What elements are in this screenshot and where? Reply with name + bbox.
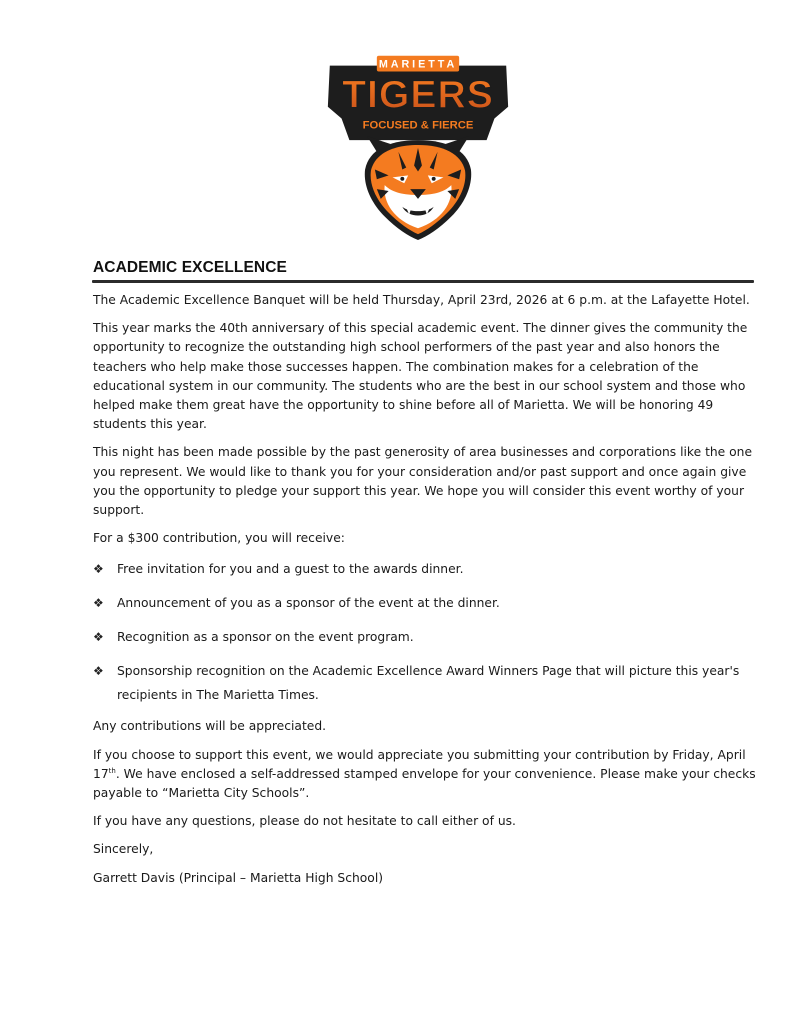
benefit-text: Announcement of you as a sponsor of the event at the dinner. [117, 596, 500, 611]
benefit-text: Recognition as a sponsor on the event program. [117, 630, 414, 645]
list-item [93, 625, 763, 649]
logo-top-text: MARIETTA [378, 58, 458, 71]
questions-paragraph: If you have any questions, please do not hesitate to call either of us. [93, 814, 516, 829]
list-item [93, 557, 763, 581]
deadline-text-continued: . We have enclosed a self-addressed stamped envelope for your convenience. Please make your checks payable to “Marietta City Schools”. [93, 766, 756, 801]
logo-main-text: TIGERS [342, 73, 494, 117]
diamond-bullet-icon: ❖ [93, 630, 104, 645]
title-divider [92, 280, 754, 283]
closing-line: Sincerely, [93, 842, 154, 857]
intro-paragraph: The Academic Excellence Banquet will be held Thursday, April 23rd, 2026 at 6 p.m. at the Lafayette Hotel. [93, 293, 750, 307]
list-item [93, 659, 763, 707]
marietta-tigers-logo [320, 46, 516, 242]
ordinal-suffix: th [108, 766, 116, 775]
benefits-list [93, 557, 763, 707]
diamond-bullet-icon: ❖ [93, 562, 104, 577]
deadline-text: If you choose to support this event, we would appreciate you submitting your contribution by Friday, April 17 [93, 747, 746, 781]
tiger-logo-graphic [320, 46, 516, 242]
tiger-head-icon [365, 136, 471, 240]
letter-body [93, 291, 763, 897]
contribution-paragraph: For a $300 contribution, you will receive: [93, 531, 345, 546]
page-title: ACADEMIC EXCELLENCE [93, 259, 287, 276]
diamond-bullet-icon: ❖ [93, 664, 104, 679]
anniversary-paragraph: This year marks the 40th anniversary of this special academic event. The dinner gives the community the opportunity to recognize the outstanding high school performers of the past year and also honors the teachers who help make those successes happen. The combination makes for a celebration of the educational system in our community. The students who are the best in our school system and those who helped make them great have the opportunity to shine before all of Marietta. We will be honoring 49 students this year. [93, 321, 748, 432]
signature-line: Garrett Davis (Principal – Marietta High School) [93, 870, 384, 885]
generosity-paragraph: This night has been made possible by the past generosity of area businesses and corporations like the one you represent. We would like to thank you for your consideration and/or past support and once again give you the opportunity to pledge your support this year. We hope you will consider this event worthy of your support. [93, 445, 753, 518]
appreciated-paragraph: Any contributions will be appreciated. [93, 719, 327, 734]
diamond-bullet-icon: ❖ [93, 596, 104, 611]
benefit-text: Sponsorship recognition on the Academic Excellence Award Winners Page that will picture this year's recipients in The Marietta Times. [117, 664, 740, 703]
logo-tagline: FOCUSED & FIERCE [362, 119, 474, 132]
list-item [93, 591, 763, 615]
deadline-paragraph [93, 746, 763, 804]
benefit-text: Free invitation for you and a guest to the awards dinner. [117, 562, 464, 577]
